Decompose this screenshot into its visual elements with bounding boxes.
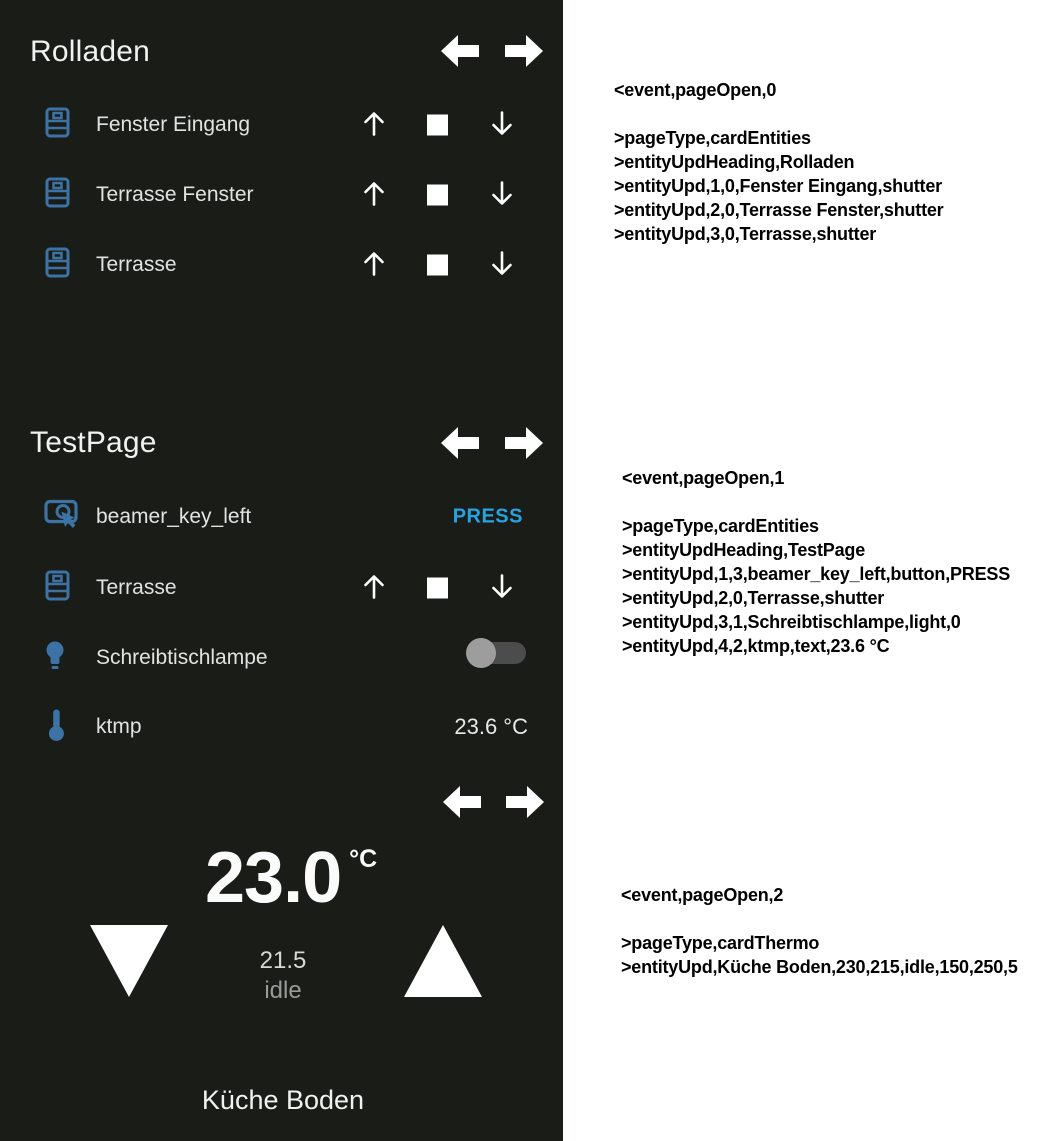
response-line: >entityUpd,1,3,beamer_key_left,button,PRESS [622,564,1011,584]
entity-label: Terrasse Fenster [96,183,254,206]
temperature-unit: °C [349,845,378,873]
response-line: >entityUpd,3,1,Schreibtischlampe,light,0 [622,612,961,632]
temperature-value: 23.6 °C [454,714,528,739]
shutter-up-button[interactable] [361,110,387,140]
arrow-left-bold-icon [441,427,479,459]
event-line: <event,pageOpen,2 [621,885,784,905]
annotation-block-1 [614,78,944,246]
nav-prev-button[interactable] [443,786,481,818]
arrow-right-bold-icon [506,786,544,818]
response-line: >pageType,cardEntities [622,516,819,536]
entity-label: Schreibtischlampe [96,646,268,669]
shutter-up-button[interactable] [361,573,387,603]
current-temperature [205,838,378,918]
response-line: >entityUpd,1,0,Fenster Eingang,shutter [614,176,942,196]
entity-label: Terrasse [96,576,177,599]
shutter-stop-button[interactable] [427,115,448,136]
response-line: >entityUpd,4,2,ktmp,text,23.6 °C [622,636,890,656]
entity-label: Terrasse [96,253,177,276]
response-line: >entityUpd,2,0,Terrasse,shutter [622,588,885,608]
entity-row [0,566,563,610]
arrow-right-bold-icon [505,35,543,67]
blank-line [622,490,1010,514]
toggle-knob [466,638,496,668]
card-title-testpage: TestPage [30,426,157,459]
entity-row [0,495,563,539]
annotation-block-2 [622,466,1010,658]
window-shutter-icon [44,107,71,144]
setpoint-value: 21.5 [259,947,307,974]
entity-row [0,705,563,749]
response-line: >entityUpdHeading,Rolladen [614,152,855,172]
thermostat-name: Küche Boden [201,1085,365,1115]
blank-line [621,907,1018,931]
gesture-tap-button-icon [44,499,78,536]
response-line: >pageType,cardEntities [614,128,811,148]
nav-next-button[interactable] [505,427,543,459]
lightbulb-icon [44,640,66,677]
arrow-left-bold-icon [443,786,481,818]
thermometer-icon [48,708,65,747]
shutter-down-button[interactable] [489,180,515,210]
response-line: >entityUpdHeading,TestPage [622,540,866,560]
hvac-state: idle [264,977,302,1004]
window-shutter-icon [44,177,71,214]
shutter-up-button[interactable] [361,180,387,210]
shutter-stop-button[interactable] [427,185,448,206]
entity-label: beamer_key_left [96,505,252,528]
blank-line [614,102,944,126]
event-line: <event,pageOpen,1 [622,468,785,488]
event-line: <event,pageOpen,0 [614,80,777,100]
annotation-block-3 [621,883,1018,979]
response-line: >pageType,cardThermo [621,933,820,953]
entity-label: Fenster Eingang [96,113,251,136]
response-line: >entityUpd,Küche Boden,230,215,idle,150,250,5 [621,957,1018,977]
window-shutter-icon [44,247,71,284]
nav-prev-button[interactable] [441,35,479,67]
entity-label: ktmp [96,715,142,738]
response-line: >entityUpd,2,0,Terrasse Fenster,shutter [614,200,944,220]
light-toggle[interactable] [466,637,526,669]
arrow-left-bold-icon [441,35,479,67]
entity-row [0,243,563,287]
shutter-up-button[interactable] [361,250,387,280]
entity-row [0,173,563,217]
shutter-down-button[interactable] [489,250,515,280]
response-line: >entityUpd,3,0,Terrasse,shutter [614,224,877,244]
setpoint-increase-button[interactable] [404,925,482,997]
window-shutter-icon [44,570,71,607]
nav-next-button[interactable] [506,786,544,818]
arrow-right-bold-icon [505,427,543,459]
shutter-stop-button[interactable] [427,578,448,599]
shutter-down-button[interactable] [489,573,515,603]
nav-prev-button[interactable] [441,427,479,459]
card-title-rolladen: Rolladen [30,35,151,68]
shutter-stop-button[interactable] [427,255,448,276]
nav-next-button[interactable] [505,35,543,67]
shutter-down-button[interactable] [489,110,515,140]
current-temperature-value: 23.0 [205,838,342,918]
entity-row [0,103,563,147]
press-button[interactable]: PRESS [452,505,523,528]
setpoint-decrease-button[interactable] [90,925,168,997]
